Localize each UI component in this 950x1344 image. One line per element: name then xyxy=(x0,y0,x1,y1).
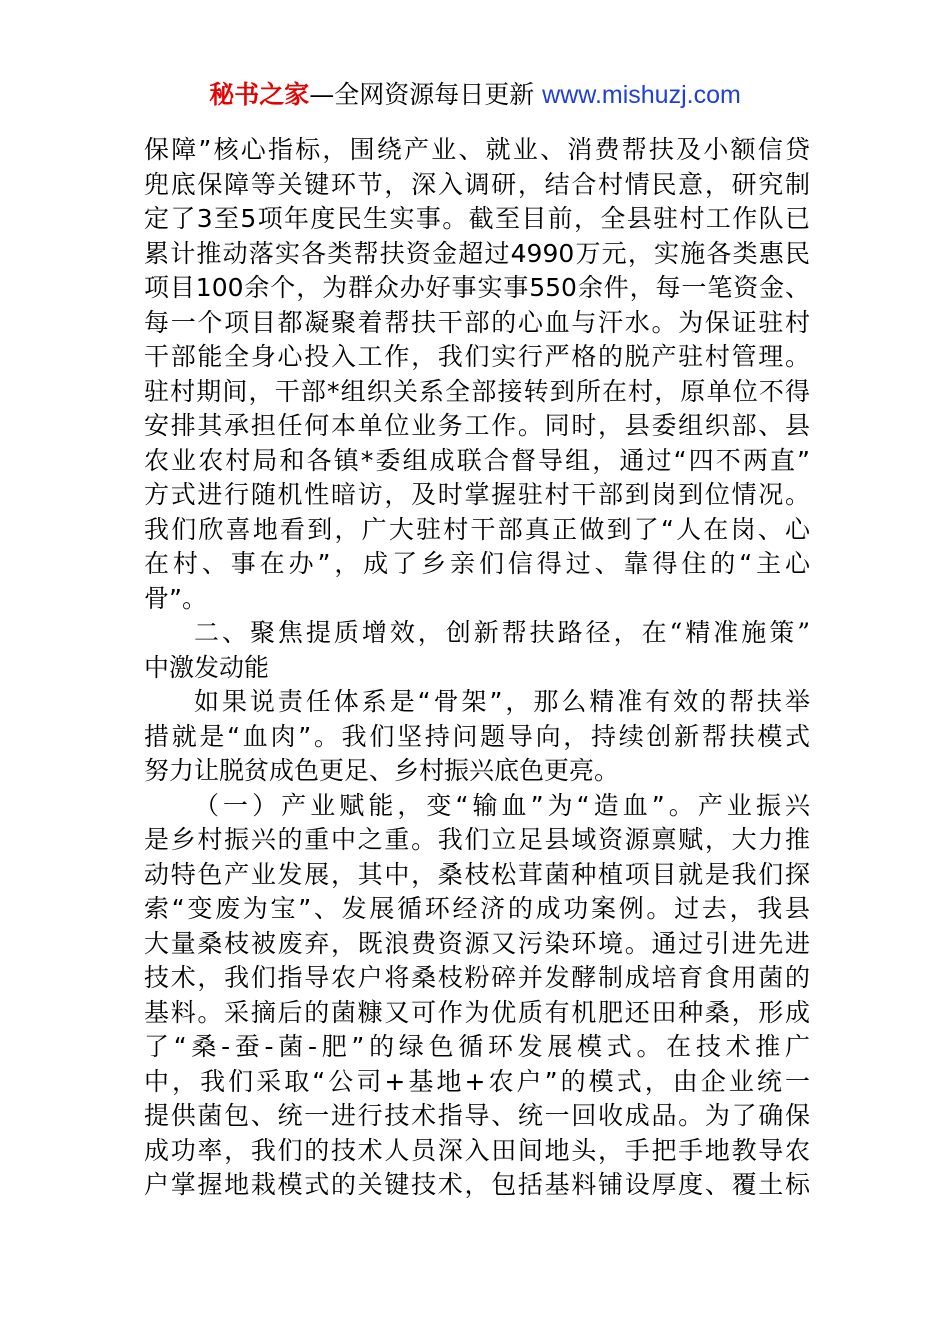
text-line: 措就是“血肉”。我们坚持问题导向，持续创新帮扶模式 xyxy=(144,721,810,751)
text-line: 大量桑枝被废弃，既浪费资源又污染环境。通过引进先进 xyxy=(144,928,810,958)
text-line: （一）产业赋能，变“输血”为“造血”。产业振兴 xyxy=(194,790,810,820)
text-line: 了“桑-蚕-菌-肥”的绿色循环发展模式。在技术推广 xyxy=(144,1032,810,1061)
document-body xyxy=(144,133,810,1203)
text-line: 每一个项目都凝聚着帮扶干部的心血与汗水。为保证驻村 xyxy=(144,307,810,337)
text-line: 农业农村局和各镇*委组成联合督导组，通过“四不两直” xyxy=(144,445,810,475)
text-line: 在村、事在办”，成了乡亲们信得过、靠得住的“主心 xyxy=(144,549,810,578)
text-line: 索“变废为宝”、发展循环经济的成功案例。过去，我县 xyxy=(144,894,810,923)
text-line: 干部能全身心投入工作，我们实行严格的脱产驻村管理。 xyxy=(144,342,810,371)
brand-name: 秘书之家 xyxy=(209,80,310,109)
text-line: 中，我们采取“公司+基地+农户”的模式，由企业统一 xyxy=(144,1066,810,1096)
text-line: 项目100余个，为群众办好事实事550余件，每一笔资金、 xyxy=(144,273,810,302)
text-line: 保障”核心指标，围绕产业、就业、消费帮扶及小额信贷 xyxy=(144,135,810,164)
text-line: 是乡村振兴的重中之重。我们立足县域资源禀赋，大力推 xyxy=(144,825,810,854)
text-line: 技术，我们指导农户将桑枝粉碎并发酵制成培育食用菌的 xyxy=(144,963,810,992)
section-heading-line: 二、聚焦提质增效，创新帮扶路径，在“精准施策” xyxy=(194,618,810,647)
text-line: 定了3至5项年度民生实事。截至目前，全县驻村工作队已 xyxy=(144,204,810,233)
section-heading-line: 中激发动能 xyxy=(144,652,270,682)
text-line: 基料。采摘后的菌糠又可作为优质有机肥还田种桑，形成 xyxy=(144,997,810,1027)
text-line: 户掌握地栽模式的关键技术，包括基料铺设厚度、覆土标 xyxy=(144,1170,810,1199)
site-header xyxy=(0,78,950,112)
text-line: 提供菌包、统一进行技术指导、统一回收成品。为了确保 xyxy=(144,1101,810,1130)
header-tagline: —全网资源每日更新 xyxy=(309,80,543,109)
text-line: 努力让脱贫成色更足、乡村振兴底色更亮。 xyxy=(144,756,620,785)
text-line: 方式进行随机性暗访，及时掌握驻村干部到岗到位情况。 xyxy=(144,480,810,509)
text-line: 成功率，我们的技术人员深入田间地头，手把手地教导农 xyxy=(144,1135,810,1165)
text-line: 如果说责任体系是“骨架”，那么精准有效的帮扶举 xyxy=(194,687,810,716)
text-line: 驻村期间，干部*组织关系全部接转到所在村，原单位不得 xyxy=(144,376,810,406)
text-line: 安排其承担任何本单位业务工作。同时，县委组织部、县 xyxy=(144,411,810,440)
text-line: 累计推动落实各类帮扶资金超过4990万元，实施各类惠民 xyxy=(144,238,810,268)
site-url[interactable]: www.mishuzj.com xyxy=(542,81,741,109)
text-line: 我们欣喜地看到，广大驻村干部真正做到了“人在岗、心 xyxy=(144,514,810,544)
text-line: 兜底保障等关键环节，深入调研，结合村情民意，研究制 xyxy=(144,169,810,199)
text-line: 动特色产业发展，其中，桑枝松茸菌种植项目就是我们探 xyxy=(144,859,810,889)
text-line: 骨”。 xyxy=(144,583,207,613)
